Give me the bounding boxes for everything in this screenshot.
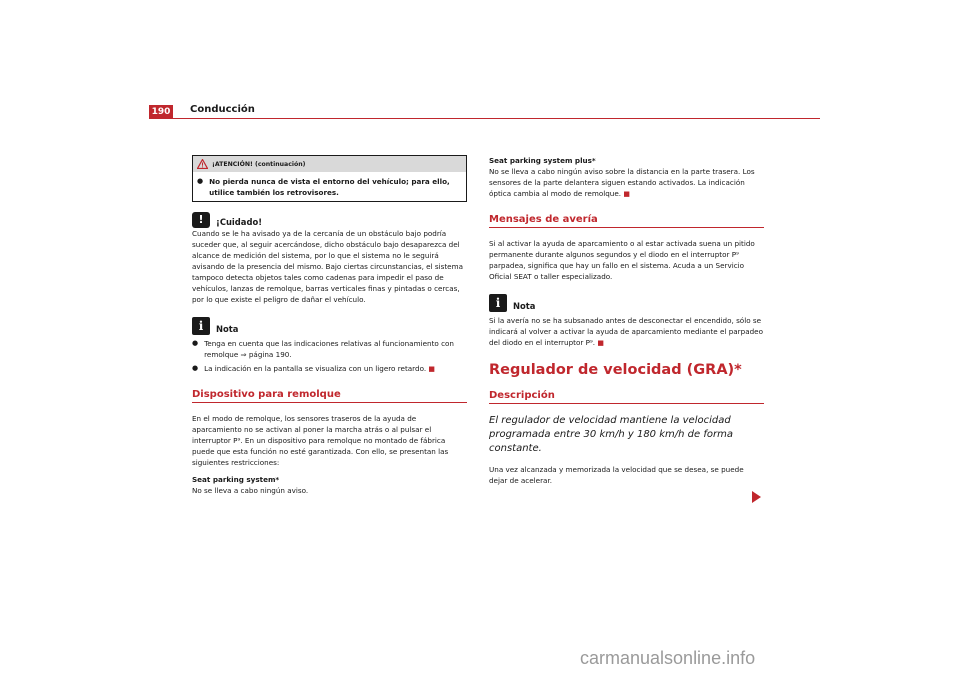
next-page-arrow-icon[interactable]	[752, 491, 761, 503]
fault-text: Si al activar la ayuda de aparcamiento o al estar activada suena un pitido permanente durante algunos segundos y el diodo en el interruptor P⁹ parpadea, significa que hay un fallo en el sistema. Acuda a un Servicio Oficial SEAT o taller especializado.	[489, 239, 755, 281]
parking-plus-subtitle: Seat parking system plus*	[489, 156, 596, 165]
caution-text: Cuando se le ha avisado ya de la cercanía de un obstáculo bajo podría suceder que, al seguir acercándose, dicho obstáculo bajo desaparezca del alcance de medición del sistema, por lo que el sistema no le seguirá avisando de la presencia del mismo. Bajo ciertas circunstancias, el sistema tampoco detecta objetos tales como cadenas para impedir el paso de vehículos, lanzas de remolque, barras verticales finas y pintadas o cercas, por lo que existe el peligro de dañar el vehículo.	[192, 229, 463, 304]
caution-heading	[192, 212, 467, 228]
info-note-icon: i	[489, 294, 507, 312]
description-text: Una vez alcanzada y memorizada la velocidad que se desea, se puede dejar de acelerar.	[489, 465, 744, 485]
exclamation-icon: !	[192, 212, 210, 228]
section-title-trailer: Dispositivo para remolque	[192, 389, 467, 403]
page-number: 190	[149, 105, 173, 119]
warning-triangle-icon	[197, 159, 208, 169]
warning-box	[192, 155, 467, 202]
end-mark-icon: ■	[428, 365, 436, 373]
header-rule	[173, 118, 820, 119]
warning-title: ¡ATENCIÓN! (continuación)	[212, 160, 306, 168]
note-bullet-1	[192, 338, 467, 360]
note-heading	[192, 317, 467, 335]
parking-system-subtitle: Seat parking system*	[192, 475, 280, 484]
warning-bullet	[193, 172, 466, 201]
end-mark-icon: ■	[623, 190, 630, 198]
info-note-icon: i	[192, 317, 210, 335]
note-bullet-2	[192, 363, 467, 375]
bullet-dot-icon: ●	[192, 339, 199, 347]
warning-header	[193, 156, 466, 172]
note-title-right: Nota	[513, 301, 536, 311]
section-title-fault: Mensajes de avería	[489, 214, 764, 228]
note-bullet-1-text: Tenga en cuenta que las indicaciones relativas al funcionamiento con remolque ⇒ página 190.	[204, 339, 454, 359]
note-text-right: Si la avería no se ha subsanado antes de desconectar el encendido, sólo se indicará al volver a activar la ayuda de aparcamiento mediante el parpadeo del diodo en el interruptor P⁹.	[489, 316, 763, 347]
bullet-dot-icon: ●	[192, 364, 199, 372]
end-mark-icon: ■	[597, 339, 605, 347]
warning-text: No pierda nunca de vista el entorno del vehículo; para ello, utilice también los retrovisores.	[209, 177, 450, 197]
left-column	[192, 155, 467, 502]
parking-plus-text: No se lleva a cabo ningún aviso sobre la distancia en la parte trasera. Los sensores de la parte delantera siguen estando activados. La indicación óptica cambia al modo de remolque.	[489, 167, 755, 198]
note-bullet-2-text: La indicación en la pantalla se visualiza con un ligero retardo.	[204, 364, 427, 373]
bullet-dot-icon: ●	[197, 177, 204, 185]
parking-system-text: No se lleva a cabo ningún aviso.	[192, 486, 309, 495]
watermark: carmanualsonline.info	[580, 648, 756, 668]
right-column	[489, 155, 764, 492]
chapter-title-cruise: Regulador de velocidad (GRA)*	[489, 362, 742, 378]
section-title-description: Descripción	[489, 390, 764, 404]
caution-title: ¡Cuidado!	[216, 217, 263, 227]
description-lead: El regulador de velocidad mantiene la velocidad programada entre 30 km/h y 180 km/h de forma constante.	[489, 415, 733, 454]
chapter-header: Conducción	[190, 104, 255, 115]
note-heading-right	[489, 294, 764, 312]
trailer-text: En el modo de remolque, los sensores traseros de la ayuda de aparcamiento no se activan al poner la marcha atrás o al pulsar el interruptor P⁹. En un dispositivo para remolque no montado de fábrica puede que esta función no esté garantizada. Con ello, se presentan las siguientes restricciones:	[192, 414, 449, 467]
note-title: Nota	[216, 324, 239, 334]
